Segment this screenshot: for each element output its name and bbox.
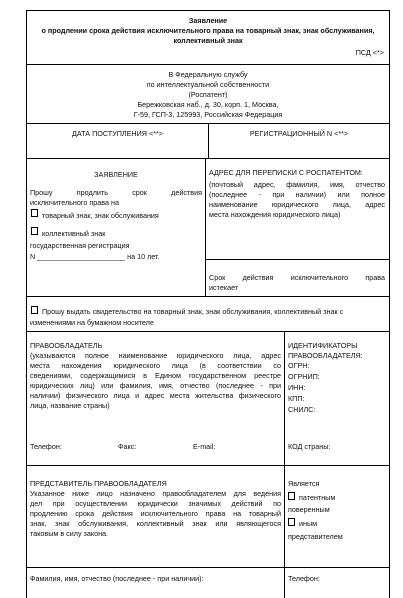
representative-heading: ПРЕДСТАВИТЕЛЬ ПРАВООБЛАДАТЕЛЯ xyxy=(30,479,167,488)
collective-mark-checkbox[interactable] xyxy=(31,227,38,235)
divider-term xyxy=(205,259,390,260)
statement-line2: исключительного права на xyxy=(30,198,119,207)
addressee-line4: Бережковская наб., д. 30, корп. 1, Москва, xyxy=(137,100,279,109)
statement-heading: ЗАЯВЛЕНИЕ xyxy=(94,170,138,179)
holder-line4: юридических лиц) или фамилия, имя, отчество (последнее - при xyxy=(30,381,281,390)
form-title: Заявление xyxy=(188,16,228,25)
holder-line3: сведениями, содержащимися в Едином государственном реестре xyxy=(30,371,281,380)
addressee-line1: В Федеральную службу xyxy=(168,70,248,79)
other-representative-label1: иным xyxy=(299,519,318,528)
border-right xyxy=(389,10,390,598)
registration-number-line[interactable]: N ______________________ на 10 лет. xyxy=(30,252,160,261)
form-code: ПСД <*> xyxy=(355,48,384,57)
holder-line5: наличии) физического лица и адрес места жительства физического xyxy=(30,391,281,400)
footer-phone-label: Телефон: xyxy=(288,574,320,583)
term-line1: Срок действия исключительного права xyxy=(209,273,385,282)
admission-date-label: ДАТА ПОСТУПЛЕНИЯ <**> xyxy=(72,129,163,138)
representative-line5: таковым в силу закона. xyxy=(30,529,109,538)
footer-fio-label: Фамилия, имя, отчество (последнее - при наличии): xyxy=(30,574,204,583)
certificate-line1: Прошу выдать свидетельство на товарный знак, знак обслуживания, коллективный знак с xyxy=(42,307,344,316)
certificate-line2: изменениями на бумажном носителе xyxy=(30,318,154,327)
representative-line3: продлению срока действия исключительного права на товарный xyxy=(30,509,281,518)
divider-before-footer xyxy=(26,567,390,568)
holder-line6: лица, название страны) xyxy=(30,401,110,410)
registration-number-label: РЕГИСТРАЦИОННЫЙ N <**> xyxy=(249,129,349,138)
form-subtitle-line2: коллективный знак xyxy=(173,36,243,45)
divider-after-title xyxy=(26,64,390,65)
patent-attorney-checkbox[interactable] xyxy=(288,492,295,500)
divider-after-holder xyxy=(26,465,390,466)
addressee-line2: по интеллектуальной собственности xyxy=(146,80,270,89)
addressee-line3: (Роспатент) xyxy=(188,90,228,99)
other-representative-label2: представителем xyxy=(288,532,343,541)
kpp-label: КПП: xyxy=(288,394,305,403)
collective-mark-option-label: коллективный знак xyxy=(42,229,106,238)
correspondence-line4: места нахождения юридического лица) xyxy=(209,210,341,219)
correspondence-line3: наименование юридического лица, адрес xyxy=(209,200,385,209)
holder-heading: ПРАВООБЛАДАТЕЛЬ xyxy=(30,341,103,350)
identifiers-heading1: ИДЕНТИФИКАТОРЫ xyxy=(288,341,358,350)
divider-statement-vertical xyxy=(205,158,206,296)
registration-label: государственная регистрация xyxy=(30,241,130,250)
form-subtitle-line1: о продлении срока действия исключительного права на товарный знак, знак обслуживания, xyxy=(41,26,375,35)
representative-line1: Указанное ниже лицо назначено правообладателем для ведения xyxy=(30,489,281,498)
ogrn-label: ОГРН: xyxy=(288,361,310,370)
representative-line4: знак, знак обслуживания, коллективный знак или являющегося xyxy=(30,519,281,528)
statement-line1: Прошу продлить срок действия xyxy=(30,188,202,197)
term-line2: истекает xyxy=(209,283,239,292)
country-code-label: КОД страны: xyxy=(288,442,331,451)
correspondence-line2: (последнее - при наличии) или полное xyxy=(209,190,385,199)
patent-attorney-label2: поверенным xyxy=(288,505,330,514)
addressee-line5: Г-59, ГСП-3, 125993, Российская Федерация xyxy=(133,110,283,119)
holder-fax-label: Факс: xyxy=(118,442,137,451)
representative-line2: дел при осуществлении юридически значимых действий по xyxy=(30,499,281,508)
correspondence-heading: АДРЕС ДЛЯ ПЕРЕПИСКИ С РОСПАТЕНТОМ: xyxy=(209,168,363,177)
certificate-checkbox[interactable] xyxy=(31,306,38,314)
holder-line1: (указываются полное наименование юридического лица, адрес xyxy=(30,351,281,360)
holder-line2: места нахождения юридического лица (в соответствии со xyxy=(30,361,281,370)
ogrnip-label: ОГРНИП: xyxy=(288,372,320,381)
trademark-option-label: товарный знак, знак обслуживания xyxy=(42,211,159,220)
correspondence-line1: (почтовый адрес, фамилия, имя, отчество xyxy=(209,180,385,189)
trademark-checkbox[interactable] xyxy=(31,209,38,217)
divider-after-certificate xyxy=(26,331,390,332)
divider-after-admission xyxy=(26,158,390,159)
other-representative-checkbox[interactable] xyxy=(288,518,295,526)
holder-email-label: E-mail: xyxy=(193,442,216,451)
snils-label: СНИЛС: xyxy=(288,405,316,414)
holder-phone-label: Телефон: xyxy=(30,442,62,451)
patent-attorney-label1: патентным xyxy=(299,493,336,502)
border-top xyxy=(26,10,390,11)
identifiers-heading2: ПРАВООБЛАДАТЕЛЯ: xyxy=(288,351,363,360)
representative-is-label: Является xyxy=(288,479,320,488)
divider-after-statement xyxy=(26,296,390,297)
inn-label: ИНН: xyxy=(288,383,306,392)
